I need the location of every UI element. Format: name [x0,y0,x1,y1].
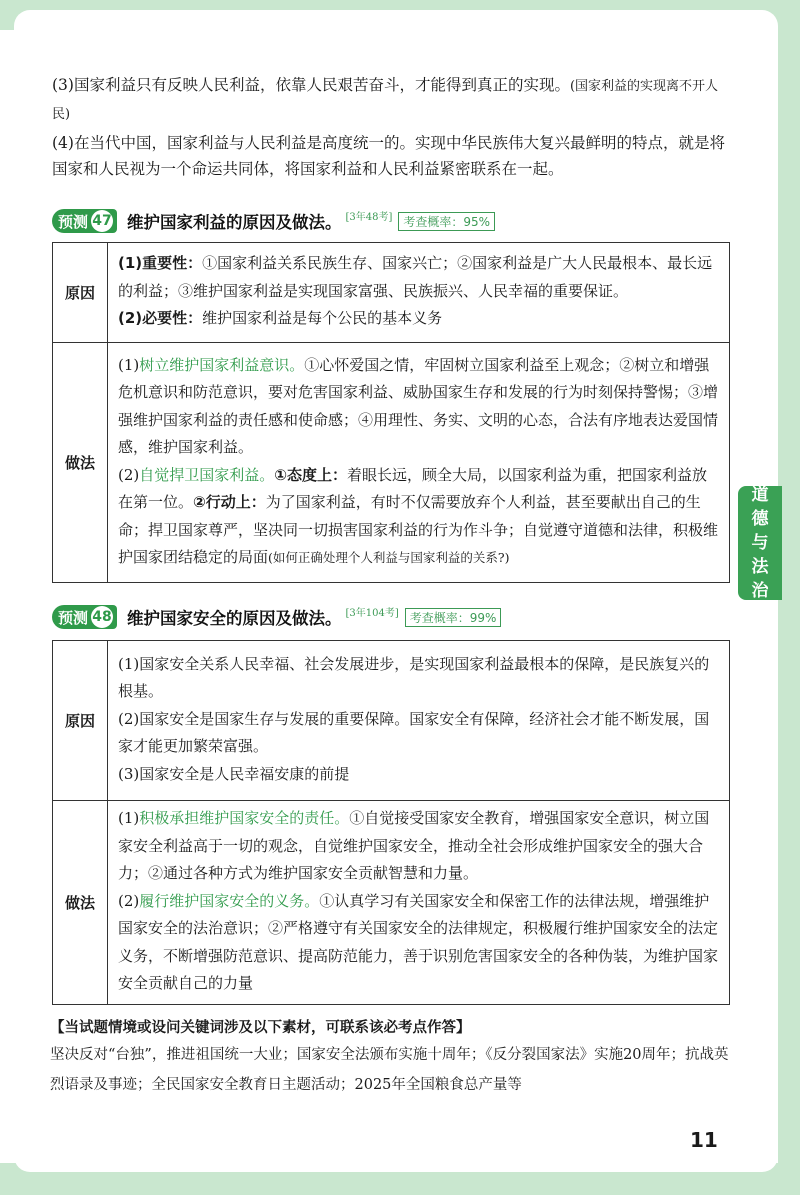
section-47-table [52,242,730,583]
badge-number: 47 [91,210,113,232]
badge-label: 预测 [58,608,89,627]
table-row-reason [53,243,730,343]
intro-p3-text: (3)国家利益只有反映人民利益，依靠人民艰苦奋斗，才能得到真正的实现。 [52,76,570,94]
intro-paragraph-4: (4)在当代中国，国家利益与人民利益是高度统一的。实现中华民族伟大复兴最鲜明的特点，就是将国家和人民视为一个命运共同体，将国家利益和人民利益紧密联系在一起。 [52,134,725,178]
prediction-badge [52,605,117,629]
table-row-method [53,801,730,1005]
side-tab-char: 治 [751,581,769,601]
reason-item-2: (2)国家安全是国家生存与发展的重要保障。国家安全有保障，经济社会才能不断发展，国家才能更加繁荣富强。 [118,709,710,756]
side-tab-char: 德 [751,509,769,529]
row-content [108,801,730,1005]
side-tab-char: 法 [751,557,769,577]
method-item-1: (1)积极承担维护国家安全的责任。①自觉接受国家安全教育，增强国家安全意识，树立国家安全利益高于一切的观念，自觉维护国家安全，推动全社会形成维护国家安全的强大合力；②通过各种方式为维护国家安全贡献智慧和力量。 [118,809,710,883]
row-label: 做法 [53,801,108,1005]
method-item-1: (1)树立维护国家利益意识。①心怀爱国之情，牢固树立国家利益至上观念；②树立和增强危机意识和防范意识，要对危害国家利益、威胁国家生存和发展的行为时刻保持警惕；③增强维护国家利益的责任感和使命感；④用理性、务实、文明的心态，合法有序地表达爱国情感，维护国家利益。 [118,355,719,456]
exam-years: [3年48考] [345,211,393,223]
exam-probability: 考查概率：95% [398,212,495,231]
badge-number: 48 [91,606,113,628]
intro-p3-note: (国家利益的实现离不开人民) [52,79,719,122]
method-item-2: (2)履行维护国家安全的义务。①认真学习有关国家安全和保密工作的法律法规，增强维护国家安全的法治意识；②严格遵守有关国家安全的法律规定，积极履行维护国家安全的法定义务，不断增强防范意识、提高防范能力，善于识别危害国家安全的各种伪装，为维护国家安全贡献自己的力量 [118,891,719,993]
row-content [108,343,730,583]
row-label: 原因 [53,243,108,343]
material-tip-title: 【当试题情境或设问关键词涉及以下素材，可联系该必考点作答】 [50,1020,471,1036]
section-48-heading [52,602,501,632]
table-row-reason [53,641,730,801]
row-content [108,641,730,801]
method-item-2: (2)自觉捍卫国家利益。①态度上：着眼长远，顾全大局，以国家利益为重，把国家利益放在第一位。②行动上：为了国家利益，有时不仅需要放弃个人利益，甚至要献出自己的生命；捍卫国家尊严，坚决同一切损害国家利益的行为作斗争；自觉遵守道德和法律，积极维护国家团结稳定的局面(如何正确处理个人利益与国家利益的关系?) [118,465,719,566]
reason-item-1: (1)国家安全关系人民幸福、社会发展进步，是实现国家利益最根本的保障，是民族复兴的根基。 [118,654,710,701]
side-tab-char: 与 [751,533,769,553]
reason-item-3: (3)国家安全是人民幸福安康的前提 [118,764,350,783]
reason-item-2: (2)必要性：维护国家利益是每个公民的基本义务 [118,309,443,328]
subject-side-tab[interactable] [738,486,782,600]
section-47-heading [52,206,495,236]
side-tab-char: 道 [751,485,769,505]
row-label: 做法 [53,343,108,583]
section-48-table [52,640,730,1005]
table-row-method [53,343,730,583]
row-content [108,243,730,343]
intro-paragraph-3 [52,72,728,128]
section-title: 维护国家利益的原因及做法。 [127,213,342,232]
section-title: 维护国家安全的原因及做法。 [127,609,342,628]
exam-probability: 考查概率：99% [405,608,502,627]
prediction-badge [52,209,117,233]
material-tip-text: 坚决反对“台独”，推进祖国统一大业；国家安全法颁布实施十周年；《反分裂国家法》实施20周年；抗战英烈语录及事迹；全民国家安全教育日主题活动；2025年全国粮食总产量等 [50,1047,729,1093]
row-label: 原因 [53,641,108,801]
reason-item-1: (1)重要性：①国家利益关系民族生存、国家兴亡；②国家利益是广大人民最根本、最长远的利益；③维护国家利益是实现国家富强、民族振兴、人民幸福的重要保证。 [118,254,713,300]
page-number: 11 [690,1128,718,1152]
badge-label: 预测 [58,212,89,231]
exam-years: [3年104考] [345,607,399,619]
